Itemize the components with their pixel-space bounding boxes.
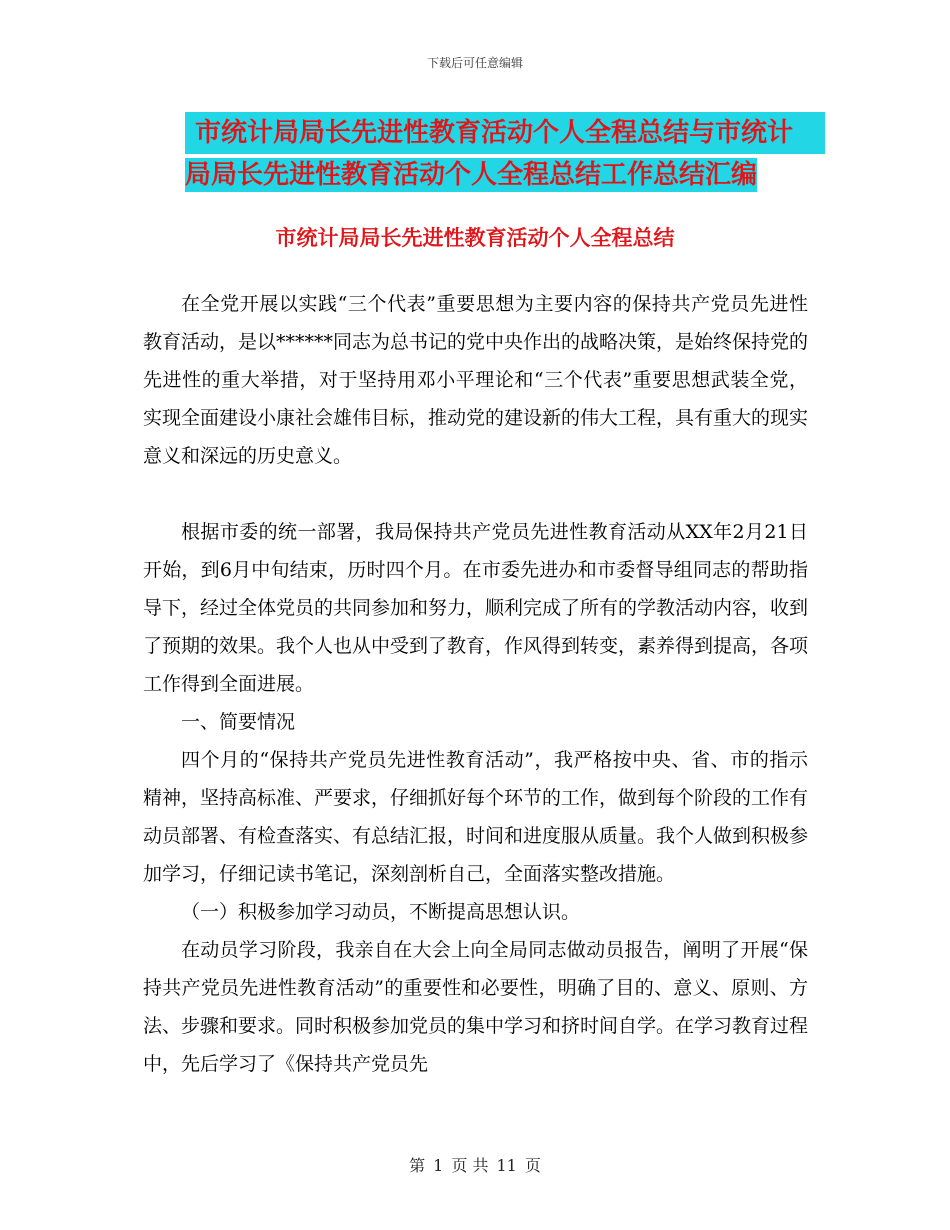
footer-suffix: 页	[524, 1156, 541, 1175]
header-note: 下载后可任意编辑	[426, 56, 523, 70]
document-title-line-2: 局局长先进性教育活动个人全程总结工作总结汇编	[185, 160, 758, 190]
page-footer	[0, 1153, 950, 1176]
paragraph: 根据市委的统一部署，我局保持共产党员先进性教育活动从XX年2月21日开始，到6月中旬结束，历时四个月。在市委先进办和市委督导组同志的帮助指导下，经过全体党员的共同参加和努力，顺利完成了所有的学教活动内容，收到了预期的效果。我个人也从中受到了教育，作风得到转变，素养得到提高，各项工作得到全面进展。	[143, 521, 809, 695]
footer-middle: 页 共	[451, 1156, 489, 1175]
section-title: 市统计局局长先进性教育活动个人全程总结	[275, 226, 675, 250]
total-pages: 11	[496, 1156, 517, 1175]
paragraph: 在全党开展以实践“三个代表”重要思想为主要内容的保持共产党员先进性教育活动，是以******同志为总书记的党中央作出的战略决策，是始终保持党的先进性的重大举措，对于坚持用邓小平理论和“三个代表”重要思想武装全党，实现全面建设小康社会雄伟目标，推动党的建设新的伟大工程，具有重大的现实意义和深远的历史意义。	[143, 293, 809, 467]
footer-prefix: 第	[409, 1156, 426, 1175]
paragraph: 四个月的“保持共产党员先进性教育活动”，我严格按中央、省、市的指示精神，坚持高标准、严要求，仔细抓好每个环节的工作，做到每个阶段的工作有动员部署、有检查落实、有总结汇报，时间和进度服从质量。我个人做到积极参加学习，仔细记读书笔记，深刻剖析自己，全面落实整改措施。	[143, 749, 809, 885]
subheading-study-mobilization: （一）积极参加学习动员，不断提高思想认识。	[181, 901, 581, 923]
page-number: 1	[433, 1156, 444, 1175]
paragraph: 在动员学习阶段，我亲自在大会上向全局同志做动员报告，阐明了开展“保持共产党员先进性教育活动”的重要性和必要性，明确了目的、意义、原则、方法、步骤和要求。同时积极参加党员的集中学习和挤时间自学。在学习教育过程中，先后学习了《保持共产党员先	[143, 939, 809, 1075]
document-body	[143, 285, 808, 1083]
document-title-line-1: 市统计局局长先进性教育活动个人全程总结与市统计	[185, 112, 825, 154]
heading-brief-situation: 一、简要情况	[181, 711, 296, 733]
document-title	[185, 112, 825, 196]
